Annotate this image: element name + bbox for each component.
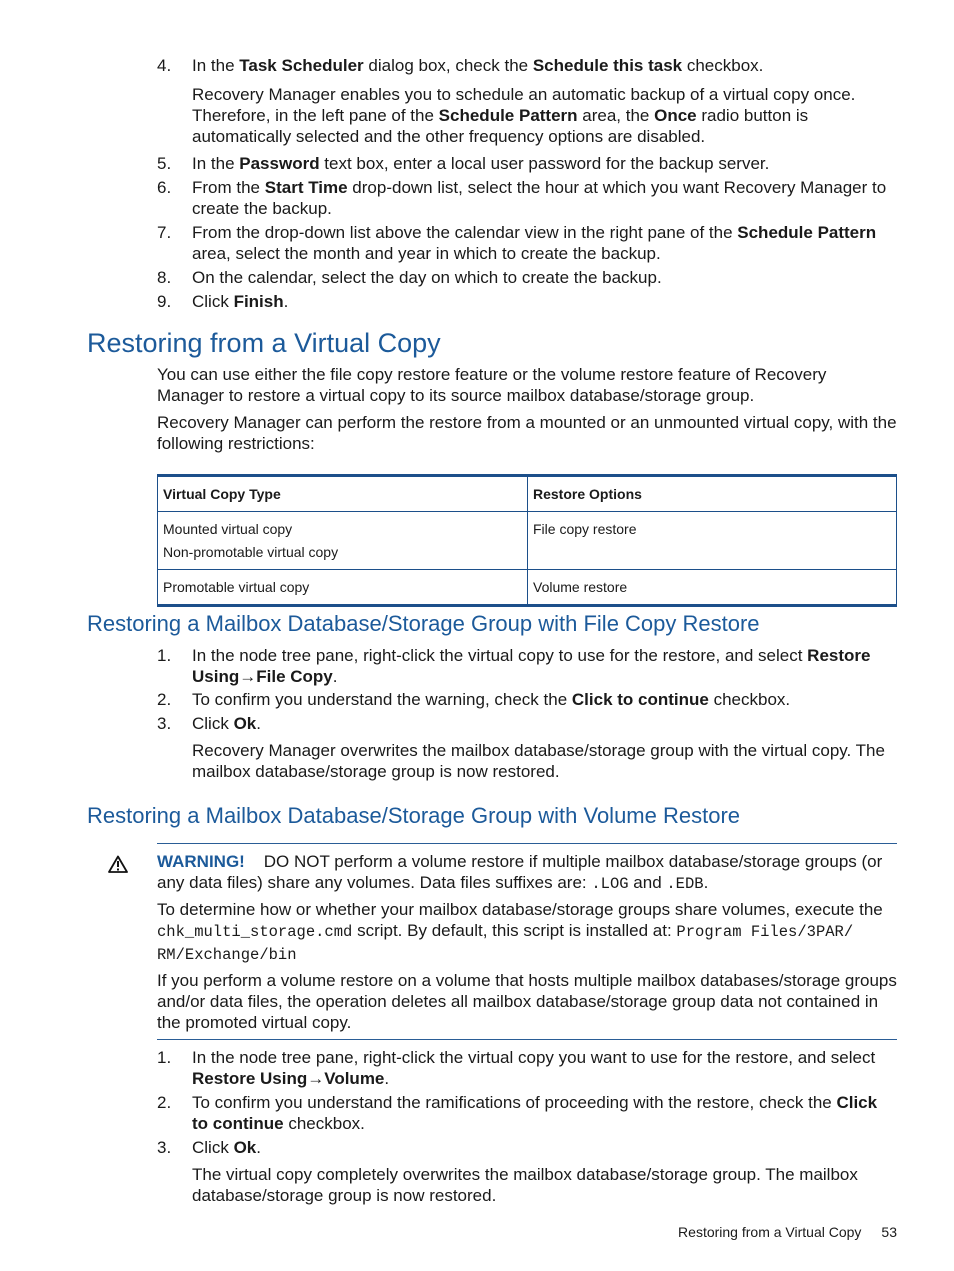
- list-item: [157, 1047, 897, 1089]
- step-text: To confirm you understand the ramifications of proceeding with the restore, check the Click to continue checkbox.: [192, 1093, 878, 1133]
- list-item: [157, 645, 897, 687]
- step-text: From the drop-down list above the calendar view in the right pane of the Schedule Pattern area, select the month and year in which to create the backup.: [192, 223, 877, 263]
- step-text: In the node tree pane, right-click the virtual copy to use for the restore, and select Restore Using→File Copy.: [192, 646, 871, 686]
- step-number: 9.: [157, 292, 172, 311]
- step-number: 7.: [157, 223, 172, 242]
- step-number: 1.: [157, 646, 172, 665]
- step-note: Recovery Manager enables you to schedule an automatic backup of a virtual copy once. Therefore, in the left pane of the Schedule Pattern area, the Once radio button is automatically selected and the other frequency options are disabled.: [192, 85, 856, 146]
- page-footer: [678, 1223, 897, 1241]
- step-number: 8.: [157, 268, 172, 287]
- cell-line: Mounted virtual copy: [163, 521, 293, 537]
- table-cell: [158, 512, 528, 570]
- subsection-heading: Restoring a Mailbox Database/Storage Group with File Copy Restore: [87, 611, 760, 636]
- paragraph: Recovery Manager can perform the restore from a mounted or an unmounted virtual copy, with the following restrictions:: [157, 413, 897, 453]
- step-number: 2.: [157, 1093, 172, 1112]
- footer-title: Restoring from a Virtual Copy: [678, 1224, 862, 1240]
- list-item: [157, 713, 897, 734]
- code-text: .EDB: [666, 875, 704, 893]
- warning-label: WARNING!: [157, 852, 245, 871]
- step-text: In the node tree pane, right-click the virtual copy you want to use for the restore, and select Restore Using→Volume.: [192, 1048, 876, 1088]
- step-number: 5.: [157, 154, 172, 173]
- list-item: [157, 222, 897, 264]
- step-number: 1.: [157, 1048, 172, 1067]
- list-item: [157, 153, 897, 174]
- table-cell: Promotable virtual copy: [158, 570, 528, 606]
- list-item: [157, 689, 897, 710]
- code-text: .LOG: [591, 875, 629, 893]
- table-row: [158, 570, 897, 606]
- code-text: Program Files/3PAR/ RM/Exchange/bin: [157, 923, 854, 964]
- step-text: On the calendar, select the day on which to create the backup.: [192, 268, 662, 287]
- step-number: 3.: [157, 714, 172, 733]
- subsection-heading: Restoring a Mailbox Database/Storage Group with Volume Restore: [87, 803, 741, 828]
- table-header-row: [158, 476, 897, 512]
- warning-text: WARNING! DO NOT perform a volume restore if multiple mailbox database/storage groups (or any data files) share any volumes. Data files suffixes are: .LOG and .EDB.: [157, 852, 883, 893]
- step-text: Click Ok.: [192, 1138, 261, 1157]
- paragraph: If you perform a volume restore on a volume that hosts multiple mailbox databases/storage groups and/or data files, the operation deletes all mailbox database/storage group data not contained in the promoted virtual copy.: [157, 971, 897, 1032]
- step-text: Click Finish.: [192, 292, 289, 311]
- list-item: [157, 1092, 897, 1134]
- divider: [157, 1039, 897, 1040]
- list-item: [157, 55, 897, 76]
- paragraph: To determine how or whether your mailbox database/storage groups share volumes, execute the chk_multi_storage.cmd script. By default, this script is installed at: Program Files/3PAR/ RM/Exchange/bin: [157, 900, 883, 964]
- column-header: Virtual Copy Type: [158, 476, 528, 512]
- cell-line: Non-promotable virtual copy: [163, 544, 339, 560]
- section-heading: Restoring from a Virtual Copy: [87, 328, 441, 358]
- page-number: 53: [881, 1224, 897, 1240]
- table-cell: File copy restore: [528, 512, 897, 570]
- step-note: Recovery Manager overwrites the mailbox database/storage group with the virtual copy. The mailbox database/storage group is now restored.: [192, 741, 885, 781]
- step-text: From the Start Time drop-down list, select the hour at which you want Recovery Manager to create the backup.: [192, 178, 887, 218]
- list-item: [157, 1137, 897, 1158]
- restrictions-table: [157, 474, 897, 607]
- step-text: In the Password text box, enter a local user password for the backup server.: [192, 154, 770, 173]
- step-text: In the Task Scheduler dialog box, check the Schedule this task checkbox.: [192, 56, 764, 75]
- step-number: 2.: [157, 690, 172, 709]
- table-row: [158, 512, 897, 570]
- list-item: [157, 291, 897, 312]
- code-text: chk_multi_storage.cmd: [157, 923, 353, 941]
- warning-triangle-icon: [108, 855, 128, 873]
- divider: [157, 843, 897, 844]
- step-note: The virtual copy completely overwrites the mailbox database/storage group. The mailbox database/storage group is now restored.: [192, 1165, 858, 1205]
- step-number: 4.: [157, 56, 172, 75]
- step-text: Click Ok.: [192, 714, 261, 733]
- column-header: Restore Options: [528, 476, 897, 512]
- table-cell: Volume restore: [528, 570, 897, 606]
- paragraph: You can use either the file copy restore feature or the volume restore feature of Recovery Manager to restore a virtual copy to its source mailbox database/storage group.: [157, 365, 827, 405]
- list-item: [157, 267, 897, 288]
- step-text: To confirm you understand the warning, check the Click to continue checkbox.: [192, 690, 791, 709]
- step-number: 6.: [157, 178, 172, 197]
- list-item: [157, 177, 897, 219]
- step-number: 3.: [157, 1138, 172, 1157]
